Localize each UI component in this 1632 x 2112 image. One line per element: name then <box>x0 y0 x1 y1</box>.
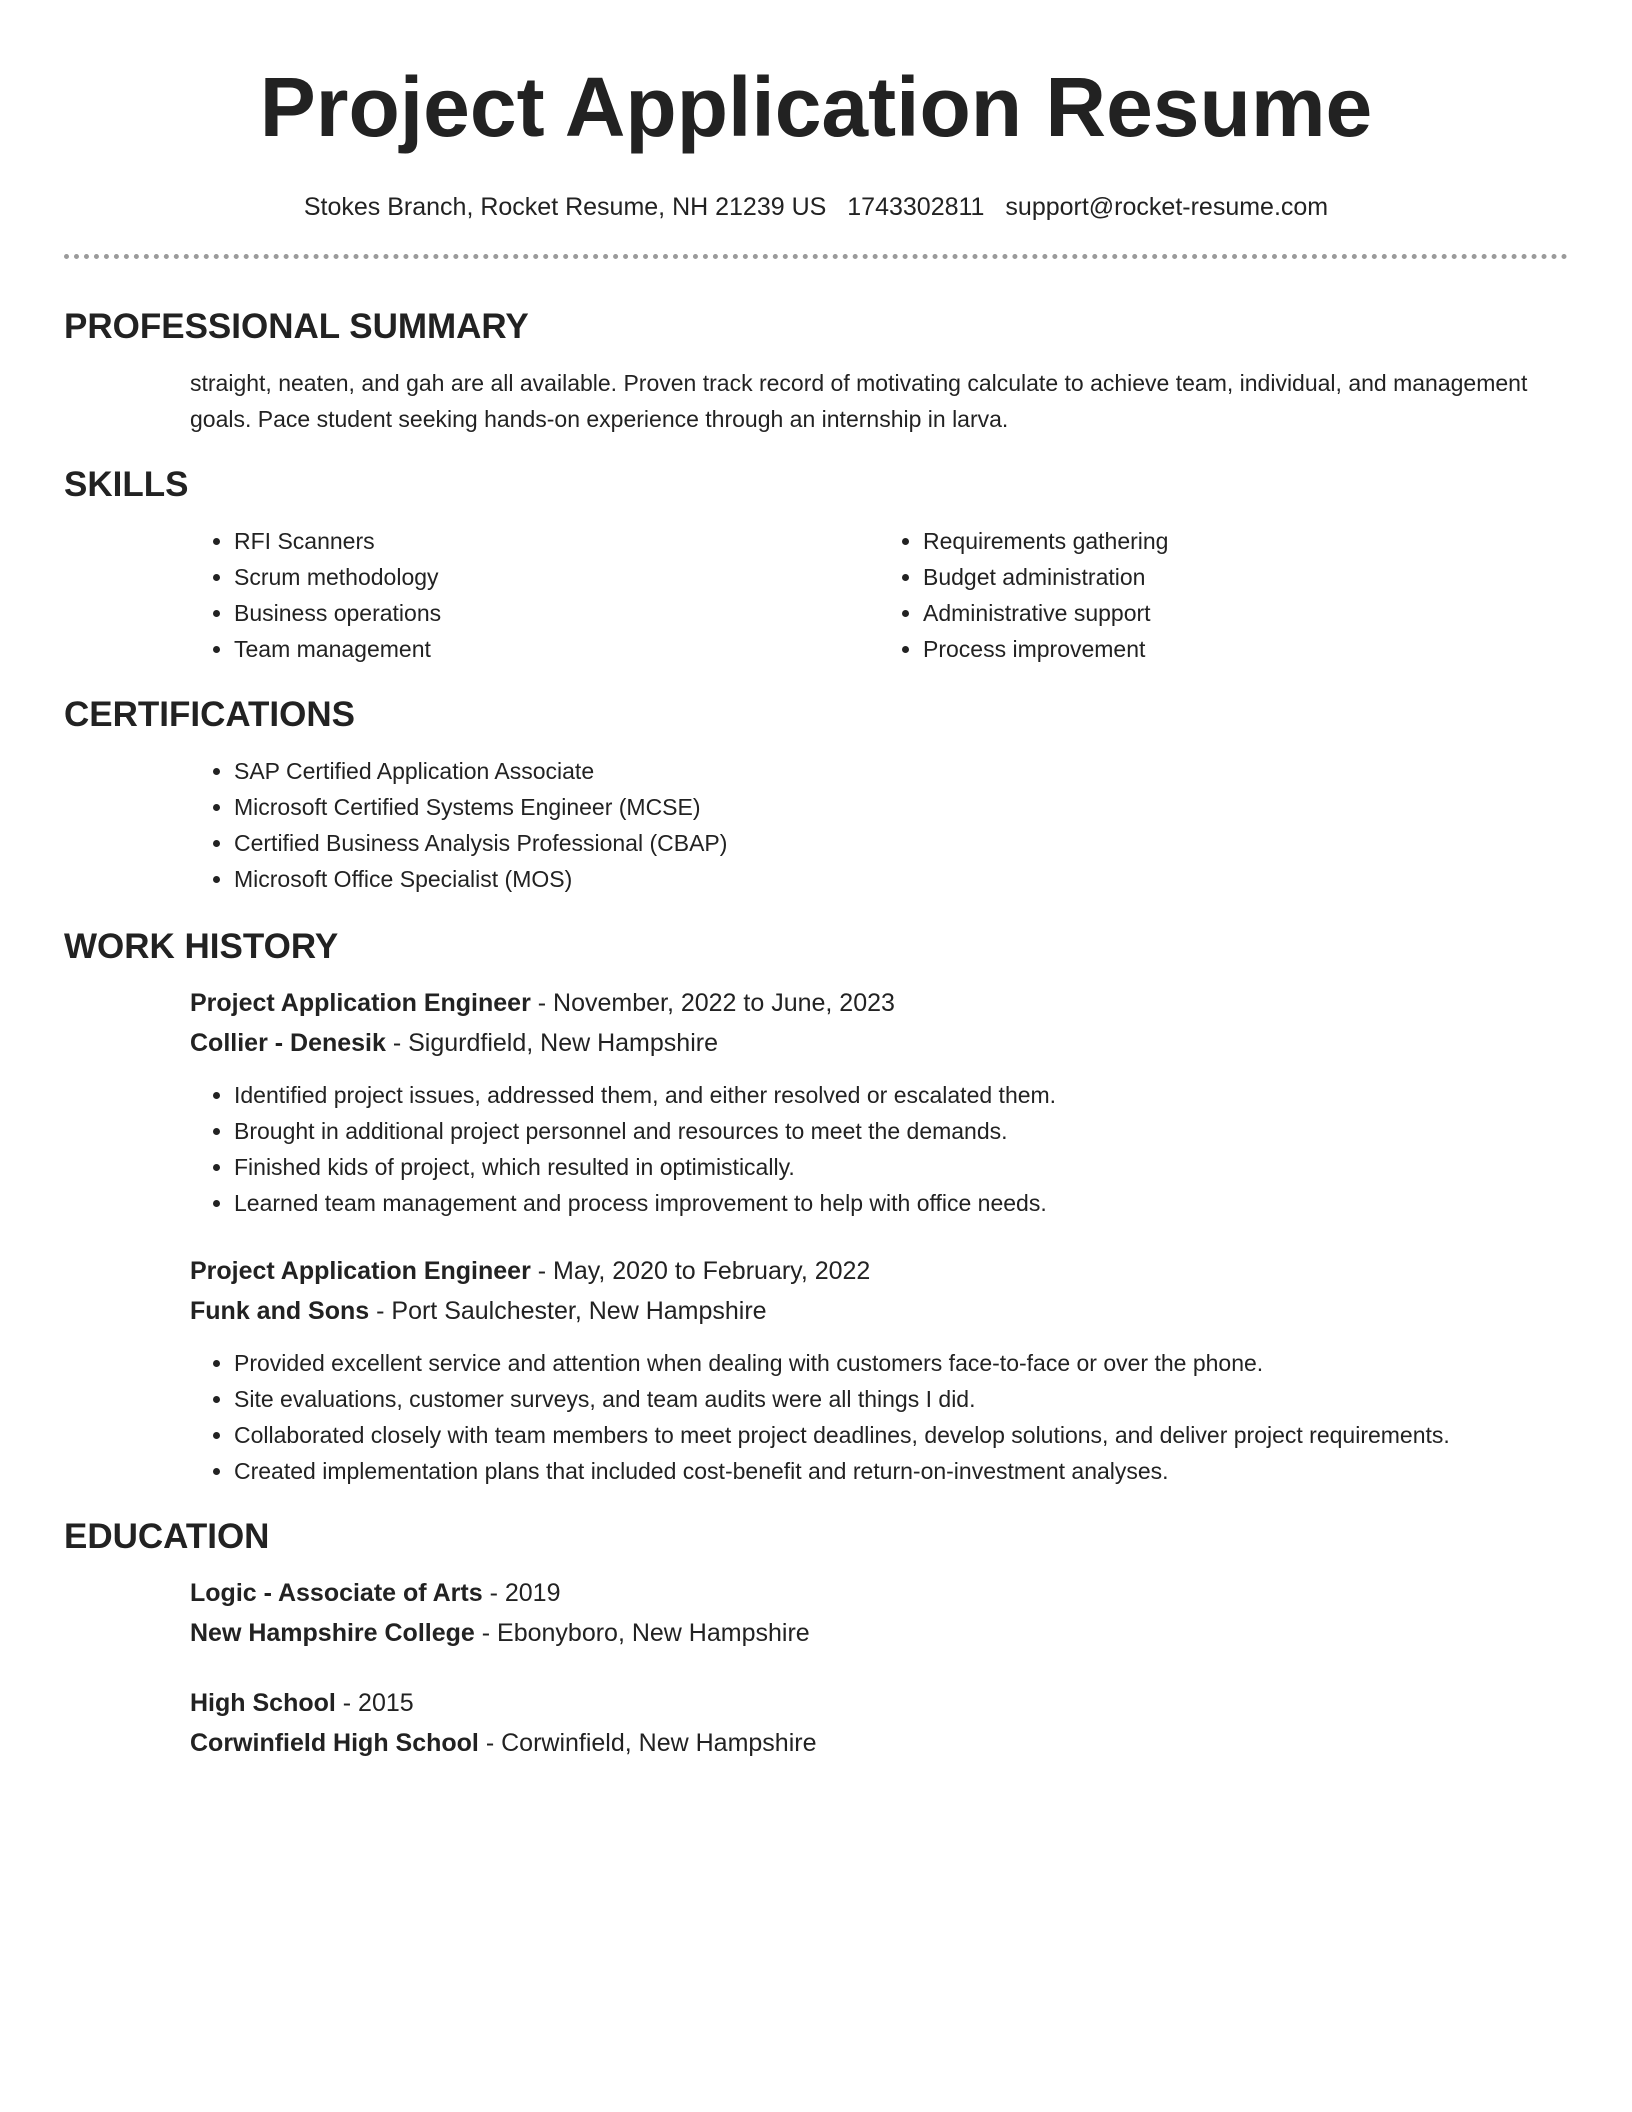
education-entry <box>190 1683 1568 1763</box>
education-degree: High School <box>190 1689 336 1717</box>
contact-email: support@rocket-resume.com <box>1005 193 1329 221</box>
certifications-body <box>64 753 1568 897</box>
job-bullet: • Finished kids of project, which resulted in optimistically. <box>234 1149 1568 1185</box>
job-bullets <box>190 1345 1568 1489</box>
skill-item: • Requirements gathering <box>923 523 1568 559</box>
job-entry <box>190 983 1568 1221</box>
job-bullet: • Created implementation plans that included cost-benefit and return-on-investment analyses. <box>234 1453 1568 1489</box>
education-school: Corwinfield High School <box>190 1729 479 1757</box>
certification-item: • SAP Certified Application Associate <box>234 753 1568 789</box>
skills-list-left <box>190 523 879 667</box>
summary-body <box>64 365 1568 437</box>
work-history-body <box>64 983 1568 1489</box>
education-year: - 2019 <box>482 1579 561 1607</box>
certification-item: • Microsoft Office Specialist (MOS) <box>234 861 1568 897</box>
work-history-heading: WORK HISTORY <box>64 927 339 966</box>
job-company-line <box>190 1023 1568 1063</box>
education-location: - Corwinfield, New Hampshire <box>478 1729 817 1757</box>
skills-grid <box>190 523 1568 667</box>
job-role: Project Application Engineer <box>190 989 531 1017</box>
contact-phone: 1743302811 <box>847 193 985 221</box>
skill-item: • Administrative support <box>923 595 1568 631</box>
job-dates: - May, 2020 to February, 2022 <box>530 1257 871 1285</box>
job-bullet: • Provided excellent service and attention when dealing with customers face-to-face or over the phone. <box>234 1345 1568 1381</box>
job-bullet: • Collaborated closely with team members to meet project deadlines, develop solutions, and deliver project requirements. <box>234 1417 1568 1453</box>
education-body <box>64 1573 1568 1763</box>
job-role: Project Application Engineer <box>190 1257 531 1285</box>
contact-address: Stokes Branch, Rocket Resume, NH 21239 US <box>303 193 827 221</box>
job-dates: - November, 2022 to June, 2023 <box>530 989 895 1017</box>
skills-section <box>64 463 1568 667</box>
certifications-list <box>190 753 1568 897</box>
education-year: - 2015 <box>335 1689 414 1717</box>
job-company: Collier - Denesik <box>190 1029 386 1057</box>
skills-list-right <box>879 523 1568 667</box>
education-school-line <box>190 1613 1568 1653</box>
work-history-section <box>64 925 1568 1489</box>
job-company: Funk and Sons <box>190 1297 370 1325</box>
education-degree: Logic - Associate of Arts <box>190 1579 483 1607</box>
job-bullets <box>190 1077 1568 1221</box>
education-school: New Hampshire College <box>190 1619 475 1647</box>
job-title-line <box>190 1251 1568 1291</box>
education-location: - Ebonyboro, New Hampshire <box>474 1619 810 1647</box>
job-bullet: • Brought in additional project personnel and resources to meet the demands. <box>234 1113 1568 1149</box>
summary-heading: PROFESSIONAL SUMMARY <box>64 307 529 346</box>
summary-section <box>64 305 1568 437</box>
job-bullet: • Learned team management and process improvement to help with office needs. <box>234 1185 1568 1221</box>
skill-item: • RFI Scanners <box>234 523 879 559</box>
job-location: - Port Saulchester, New Hampshire <box>369 1297 767 1325</box>
education-degree-line <box>190 1683 1568 1723</box>
education-section <box>64 1515 1568 1763</box>
job-bullet: • Site evaluations, customer surveys, and team audits were all things I did. <box>234 1381 1568 1417</box>
job-company-line <box>190 1291 1568 1331</box>
skills-body <box>64 523 1568 667</box>
job-location: - Sigurdfield, New Hampshire <box>385 1029 718 1057</box>
resume-name: Project Application Resume <box>259 60 1373 154</box>
education-school-line <box>190 1723 1568 1763</box>
education-entry <box>190 1573 1568 1653</box>
job-title-line <box>190 983 1568 1023</box>
skill-item: • Team management <box>234 631 879 667</box>
skills-heading: SKILLS <box>64 465 189 504</box>
certifications-section <box>64 693 1568 897</box>
skill-item: • Business operations <box>234 595 879 631</box>
job-bullet: • Identified project issues, addressed them, and either resolved or escalated them. <box>234 1077 1568 1113</box>
certification-item: • Certified Business Analysis Professional (CBAP) <box>234 825 1568 861</box>
skill-item: • Process improvement <box>923 631 1568 667</box>
header-divider <box>64 254 1568 259</box>
contact-line <box>64 190 1568 224</box>
education-heading: EDUCATION <box>64 1517 270 1556</box>
skill-item: • Scrum methodology <box>234 559 879 595</box>
certification-item: • Microsoft Certified Systems Engineer (MCSE) <box>234 789 1568 825</box>
skill-item: • Budget administration <box>923 559 1568 595</box>
job-entry <box>190 1251 1568 1489</box>
certifications-heading: CERTIFICATIONS <box>64 695 356 734</box>
summary-text: straight, neaten, and gah are all available. Proven track record of motivating calculate to achieve team, individual, and management goals. Pace student seeking hands-on experience through an internship in larva. <box>190 370 1528 432</box>
education-degree-line <box>190 1573 1568 1613</box>
